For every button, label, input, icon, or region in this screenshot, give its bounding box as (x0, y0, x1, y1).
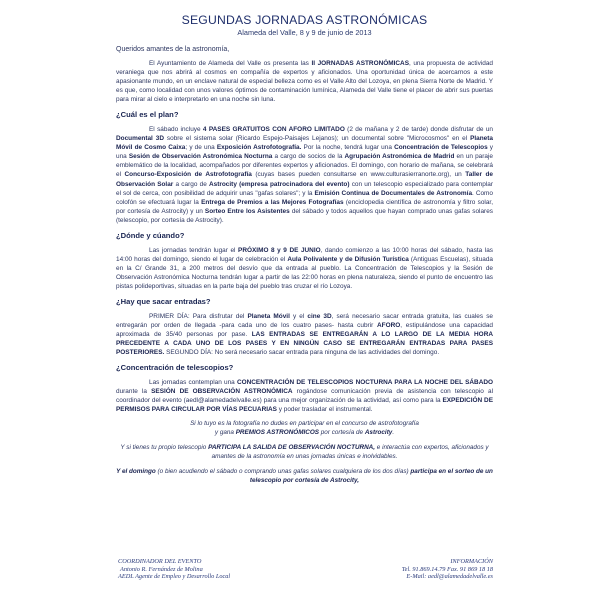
salutation: Queridos amantes de la astronomía, (116, 46, 230, 53)
footer-coordinator (118, 558, 230, 581)
emphasis-text: CONCENTRACIÓN DE TELESCOPIOS NOCTURNA PARA LA NOCHE DEL SÁBADO (236, 379, 494, 387)
section-heading-plan: ¿Cuál es el plan? (116, 110, 179, 120)
emphasis-text: LAS ENTRADAS SE ENTREGARÁN A LO LARGO DE LA MEDIA HORA PRECEDENTE A CADA UNO DE LOS PASES Y EN NINGÚN CASO SE ENTREGARÁN ENTRADAS PARA PASES POSTERIORES. (116, 331, 493, 357)
section-paragraph-where-when: Las jornadas tendrán lugar el PRÓXIMO 8 y 9 DE JUNIO, dando comienzo a las 10:00 horas del sábado, hasta las 14:00 horas del domingo, siendo el lugar de celebración el Aula Polivalente y de Difusión Turística (Antiguas Escuelas), situada en la C/ Grande 31, a 200 metros del desvío que da entrada al pueblo. La Concentración de Telescopios y la Sesión de Observación Astronómica Nocturna tendrán lugar a partir de las 22:00 horas en plena naturaleza, siendo el punto de encuentro las pistas polideportivas, situadas en la parte baja del pueblo tras cruzar el río Lozoya. (116, 246, 494, 290)
emphasis-text: Concentración de Telescopios (394, 144, 488, 152)
coordinator-position: AEDL Agente de Empleo y Desarrollo Local (118, 573, 231, 581)
section-paragraph-tickets: PRIMER DÍA: Para disfrutar del Planeta Móvil y el cine 3D, será necesario sacar entrada gratuita, las cuales se entregarán por orden de llegada -para cada uno de los cuatro pases- hasta cubrir AFORO, estipulándose una capacidad aproximada de 35/40 personas por pase. LAS ENTRADAS SE ENTREGARÁN A LO LARGO DE LA MEDIA HORA PRECEDENTE A CADA UNO DE LOS PASES Y EN NINGÚN CASO SE ENTREGARÁN ENTRADAS PARA PASES POSTERIORES. SEGUNDO DÍA: No será necesario sacar entrada para ninguna de las actividades del domingo. (116, 312, 493, 357)
document-title: SEGUNDAS JORNADAS ASTRONÓMICAS (181, 13, 428, 27)
coordinator-name: Antonio R. Fernández de Molina (120, 565, 203, 573)
emphasis-text: Emisión Continua de Documentales de Astronomía (314, 189, 473, 197)
emphasis-text: Documental 3D (116, 135, 164, 143)
intro-paragraph: El Ayuntamiento de Alameda del Valle os presenta las II JORNADAS ASTRONÓMICAS, una propuesta de actividad veraniega que nos abrirá al cosmos en compañía de expertos y aficionados. Una oportunidad única de acercarnos a este apasionante mundo, en un enclave natural de especial belleza como es el Valle Alto del Lozoya, en plena Sierra Norte de Madrid. Y es que, como localidad con unos valores óptimos de contaminación lumínica, Alameda del Valle tiene el placer de abrir sus puertas para mirar al cielo e interpretarlo en una noche sin luna. (116, 60, 493, 104)
document-subtitle: Alameda del Valle, 8 y 9 de junio de 2013 (237, 28, 372, 37)
section-paragraph-plan: El sábado incluye 4 PASES GRATUITOS CON AFORO LIMITADO (2 de mañana y 2 de tarde) donde disfrutar de un Documental 3D sobre el sistema solar (Ricardo Espejo-Paisajes Lejanos); un documental sobre "Microcosmos" en el Planeta Móvil de Cosmo Caixa; y de una Exposición Astrofotografía. Por la noche, tendrá lugar una Concentración de Telescopios y una Sesión de Observación Astronómica Nocturna a cargo de socios de la Agrupación Astronómica de Madrid en un paraje emblemático de la localidad, acompañados por diferentes expertos y aficionados. El domingo, con horario de mañana, se celebrará el Concurso-Exposición de Astrofotografía (cuyas bases pueden consultarse en www.culturasierranorte.org), un Taller de Observación Solar a cargo de Astrocity (empresa patrocinadora del evento) con un telescopio especializado para contemplar el sol de cerca, con posibilidad de adquirir unas "gafas solares"; y la Emisión Continua de Documentales de Astronomía. Como colofón se efectuará lugar la Entrega de Premios a las Mejores Fotografías (enciclopedia científica de astronomía y filtro solar, por cortesía de Astrocity) y un Sorteo Entre los Asistentes del sábado y todos aquellos que hayan comprado unas gafas solares (telescopio, por cortesía de Astrocity). (116, 126, 494, 224)
emphasis-text: Aula Polivalente y de Difusión Turística (287, 255, 409, 263)
emphasis-text: Taller de Observación Solar (116, 171, 493, 188)
information-phone: Tel. 91.869.14.79 Fax. 91 869 18 18 (401, 565, 493, 573)
closing-observation: Y si tienes tu propio telescopio PARTICIPA LA SALIDA DE OBSERVACIÓN NOCTURNA, e interactúa con expertos, aficionados y amantes de la astronomía en unas jornadas únicas e inolvidables. (120, 444, 489, 461)
emphasis-text: 4 PASES GRATUITOS CON AFORO LIMITADO (202, 126, 345, 134)
footer-information (402, 558, 493, 581)
emphasis-text: Concurso-Exposición de Astrofotografía (124, 171, 252, 179)
emphasis-text: Sesión de Observación Astronómica Nocturna (128, 153, 273, 161)
information-heading: INFORMACIÓN (450, 558, 493, 565)
emphasis-text: Exposición Astrofotografía. (216, 144, 302, 152)
emphasis-text: Sorteo Entre los Asistentes (204, 207, 290, 215)
closing-photography: Si lo tuyo es la fotografía no dudes en participar en el concurso de astrofotografía y gana PREMIOS ASTRONÓMICOS por cortesía de Astrocity. (190, 420, 419, 437)
emphasis-text: SESIÓN DE OBSERVACIÓN ASTRONÓMICA (151, 388, 293, 396)
emphasis-text: Planeta Móvil de Cosmo Caixa (116, 135, 493, 152)
emphasis-text: participa en el sorteo de un telescopio por cortesía de Astrocity, (249, 468, 493, 484)
emphasis-text: cine 3D (307, 312, 332, 320)
emphasis-text: Agrupación Astronómica de Madrid (344, 153, 455, 161)
emphasis-text: PARTICIPA LA SALIDA DE OBSERVACIÓN NOCTURNA, (208, 444, 376, 452)
emphasis-text: Entrega de Premios a las Mejores Fotografías (201, 198, 344, 206)
document-page (116, 0, 493, 486)
section-heading-tickets: ¿Hay que sacar entradas? (116, 296, 211, 306)
section-heading-telescopes: ¿Concentración de telescopios? (116, 363, 234, 373)
section-heading-where-when: ¿Dónde y cúando? (116, 230, 185, 240)
emphasis-text: PRÓXIMO 8 y 9 DE JUNIO (238, 246, 321, 254)
emphasis-text: AFORO (377, 322, 401, 330)
emphasis-text: EXPEDICIÓN DE PERMISOS PARA CIRCULAR POR VÍAS PECUARIAS (116, 397, 493, 414)
emphasis-text: Planeta Móvil (247, 312, 290, 320)
closing-raffle: Y el domingo (o bien acudiendo el sábado o comprando unas gafas solares cualquiera de los dos días) participa en el sorteo de un telescopio por cortesía de Astrocity, (116, 468, 493, 484)
emphasis-text: PREMIOS ASTRONÓMICOS (235, 429, 319, 437)
emphasis-text: II JORNADAS ASTRONÓMICAS (311, 60, 409, 67)
emphasis-text: Astrocity (empresa patrocinadora del evento) (209, 180, 350, 188)
coordinator-role: COORDINADOR DEL EVENTO (118, 558, 202, 565)
information-email[interactable]: E-Mail: aedl@alamedadelvalle.es (406, 573, 493, 581)
emphasis-text: Y el domingo (116, 468, 156, 476)
emphasis-text: Astrocity (364, 429, 393, 437)
section-paragraph-telescopes: Las jornadas contemplan una CONCENTRACIÓN DE TELESCOPIOS NOCTURNA PARA LA NOCHE DEL SÁBADO durante la SESIÓN DE OBSERVACIÓN ASTRONÓMICA rogándose comunicación previa de asistencia con telescopio al coordinador del evento (aedl@alamedadelvalle.es) para una mejor organización de la actividad, así como para la EXPEDICIÓN DE PERMISOS PARA CIRCULAR POR VÍAS PECUARIAS y poder trasladar el instrumental. (116, 379, 494, 414)
